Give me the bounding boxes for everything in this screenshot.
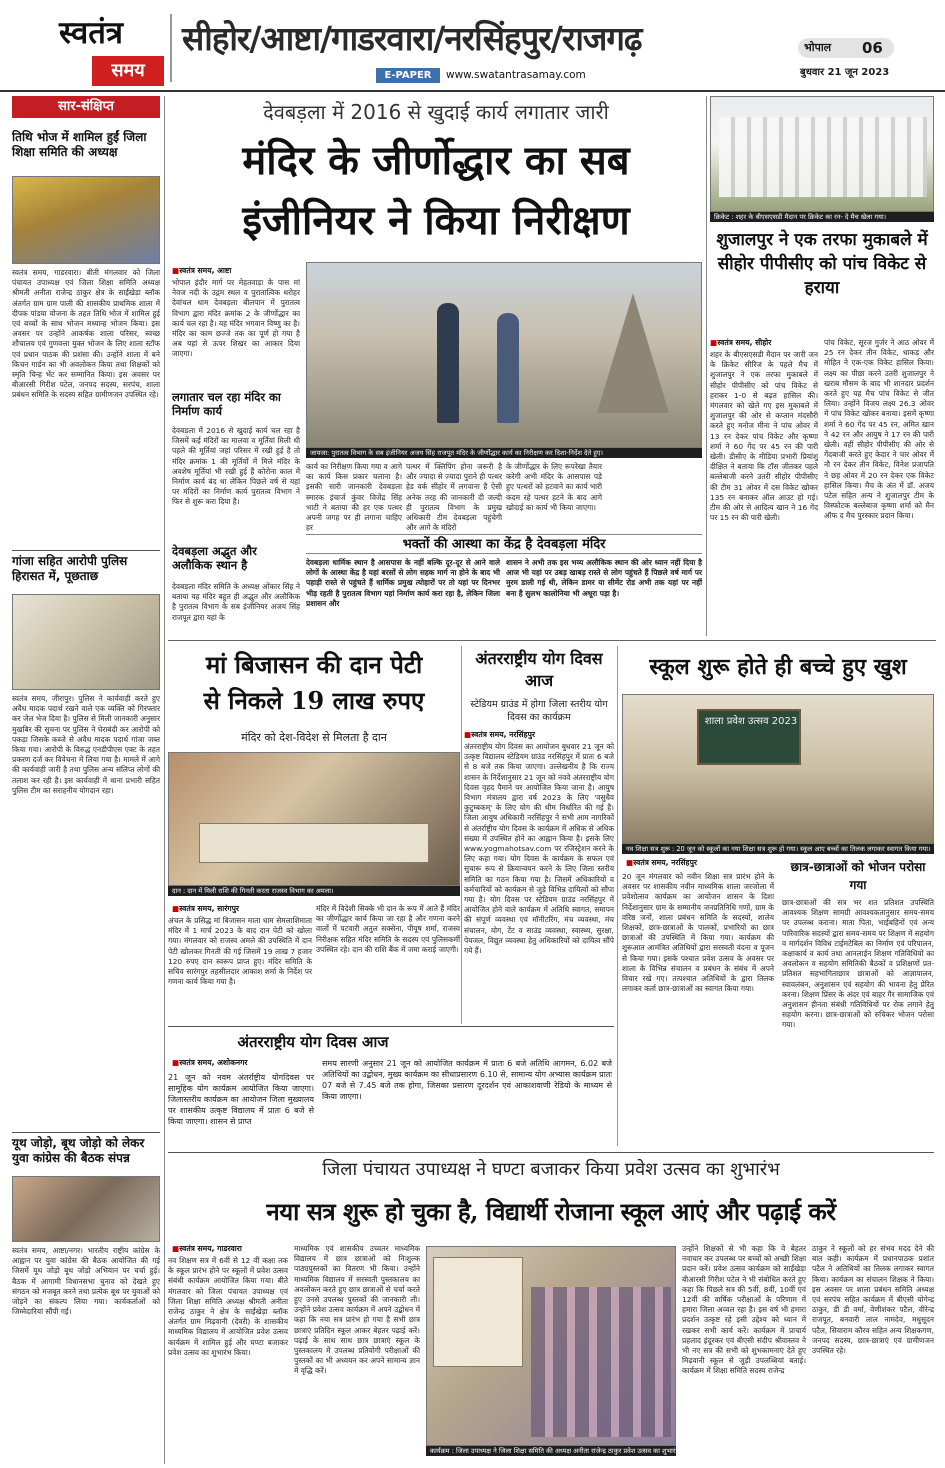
yoga-headline: अंतरराष्ट्रीय योग दिवस आज — [475, 649, 603, 690]
devotion-headline: भक्तों की आस्था का केंद्र है देवबड़ला मंदिर — [306, 534, 702, 554]
yoga-left-rule — [461, 646, 462, 1024]
cricket-byline: ■ स्वतंत्र समय, सीहोर — [710, 338, 818, 348]
sidebar-story1-photo — [12, 176, 160, 264]
sidebar-story3-headline: यूथ जोड़ो, बूथ जोड़ो को लेकर युवा कांग्रेस की बैठक संपन्न — [12, 1136, 145, 1165]
donation-subheadline: मंदिर को देश-विदेश से मिलता है दान — [241, 731, 387, 744]
sidebar-divider-1 — [12, 550, 160, 551]
main-story-body-col1b: देवबड़ला में 2016 से खुदाई कार्य चल रहा है जिसमें कई मंदिरों का मालवा व मूर्तियां मिली थी पहले की मूर्तियां जहां परिसर में रखी हुई है तो मंदिर क्रमांक 1 की मूर्तियों में मिले मंदिर के अवशेष मूर्तियां भी रखी हुई हैं कोरोना काल में निर्माण कार्य बंद था लेकिन पिछले वर्ष से यहां पर मंदिरों का निर्माण कार्य पुरातत्व विभाग ने फिर से शुरू करा दिया है। — [172, 426, 300, 507]
logo — [18, 10, 164, 86]
school-headline: स्कूल शुरू होते ही बच्चे हुए खुश — [649, 655, 907, 680]
school-board-text: शाला प्रवेश उत्सव 2023 — [704, 716, 798, 727]
cricket-body-right: पांच विकेट, सूरज गुर्जर ने आठ ओवर में 25 रन देकर तीन विकेट, धाकड़ और मोहित ने एक-एक विकेट हासिल किया। लक्ष्य का पीछा करने उतरी शुजालपुर ने खराब मौसम के बाद भी शानदार प्रदर्शन करते हुए यह मैच पांच विकेट से जीत लिया। उन्होंने विजय लक्ष्य 26.3 ओवर में पांच विकेट खोकर बनाया। इसमें कृष्णा शर्मा ने 60 गेंद पर 45 रन, अमित खान ने 42 रन और आयुष ने 17 रन की पारी खेली। वहीं सीहोर पीपीसीए की ओर से गेंदबाजी करते हुए केदार ने चार ओवर में नौ रन देकर तीन विकेट, विनेश प्रजापति ने छह ओवर में 20 रन देकर एक विकेट हासिल किया। मैच के अंत में डॉ. अजय पटेल सहित अन्य ने शुजालपुर टीम के विस्फोटक बल्लेबाज कृष्णा शर्मा को मैन ऑफ द मैच पुरस्कार प्रदान किया। — [824, 338, 934, 521]
donation-photo-caption: दान : दान में मिली राशि की गिनती करता राजस्व विभाग का अमला। — [168, 886, 460, 896]
logo-top-text: स्वतंत्र — [58, 15, 124, 51]
main-story-body-col2: कार्य का निरीक्षण किया गया व आगे का कार्य किस प्रकार चलाना है। इसकी सारी जानकारी देवबड़ला स्मारक इंचार्ज कुंवर विजेंद्र सिंह भाटी ने बताया की हर एक पत्थर अपनी जगह पर ही लगाना चाहिए हर — [306, 462, 402, 533]
main-story-photo — [306, 262, 702, 448]
cricket-team-row — [719, 117, 927, 197]
page-badge — [798, 38, 894, 58]
bottom-story — [168, 1152, 934, 1464]
bottom-photo — [426, 1246, 676, 1446]
main-story-body-col3: पत्थर में क्लिपिंग होना जरूरी है और ज्यादा से ज्यादा पुराने ही पत्थर हेड वर्क सीहोर में लगवाना है ऐसी अनेक तरह की जानकारी दी जल्दी ही पुरातत्व विभाग के प्रमुख अधिकारी टीम देवबड़ला पहुंचेगी और आगे के मंदिरों — [406, 462, 502, 533]
main-story-body-col4: के जीर्णोद्धार के लिए रूपरेखा तैयार करेगी अभी मंदिर के आसपास पड़े हुए पत्थरों को हटवाने का कार्य भारी कदम रहे पत्थर हटने के बाद आगे खोदाई का कार्य भी किया जाएगा। — [506, 462, 602, 512]
cricket-photo-caption: क्रिकेट : शहर के बीएसएसडी मैदान पर क्रिकेट का रन- दे मैच खेला गया। — [710, 212, 934, 222]
yoga-story-2 — [168, 1026, 614, 1150]
counting-table — [199, 823, 429, 863]
sidebar — [12, 96, 160, 1464]
person-figure-1 — [437, 303, 459, 423]
main-story-body-col1c: देवबड़ला मंदिर समिति के अध्यक्ष ओंकार सिंह ने बताया यह मंदिर बहुत ही अद्भुत और अलौकिक है पुरातत्व विभाग के सब इंजीनियर अजय सिंह राजपूत द्वारा यहां के — [172, 582, 300, 622]
bottom-body-col4: ठाकुर ने स्कूलों को हर संभव मदद देने की बात कही। कार्यक्रम में प्रधानपाठक प्रशांत पटैल ने अतिथियों का तिलक लगाकर स्वागत किया। कार्यक्रम का संचालन शिक्षक ने किया। इस अवसर पर शाला प्रबंधन समिति अध्यक्ष एवं सरपंच सहित कार्यक्रम में बीएसी योगेन्द्र ठाकुर, डी डी वर्मा, वेणीशंकर पटैल, वीरेन्द्र राजपूत, बनवारी लाल नामदेव, मधुसूदन पटैल, सियाराम कौरव सहित अन्य शिक्षकगण, जनपद सदस्य, छात्र-छात्राएं एवं ग्रामीणजन उपस्थित रहे। — [812, 1244, 934, 1356]
bottom-body-col3: उन्होंने शिक्षकों से भी कहा कि वे बेहतर नवाचार कर उपलब्ध पर बच्चों को अच्छी शिक्षा प्रदान करें। प्रवेश उत्सव कार्यक्रम को साईंखेड़ा बीआरसी गिरीश पटेल ने भी संबोधित करते हुए कहा कि पिछले सत्र की 5वीं, 8वीं, 10वीं एवं 12वीं की वार्षिक परीक्षाओं के परिणाम में हमारा जिला अव्वल रहा है। इस वर्ष भी हमारा प्रदर्शन उत्कृष्ट रहे इसी उद्देश्य को ध्यान में रखकर सभी कार्य करें। कार्यक्रम में प्राचार्य प्रहलाद इंदूरकर एवं बीएसी संदीप श्रीवास्तव ने भी नए सत्र की सभी को शुभकामनाएं देते हुए मिढ़वानी स्कूल से जुड़ी उपलब्धियां बताई। कार्यक्रम में शिक्षा समिति सदस्य राजेन्द्र — [682, 1244, 806, 1376]
yoga-right-rule — [617, 646, 618, 1146]
sidebar-section-title: सार-संक्षिप्त — [12, 96, 160, 118]
main-story-subhead-1: लगातार चल रहा मंदिर का निर्माण कार्य — [172, 390, 281, 418]
bottom-body-col1: नव शिक्षण सत्र में 6वीं से 12 वीं कक्षा तक के स्कूल प्रारंभ होने पर स्कूलों में प्रवेश उत्सव संबंधी कार्यक्रम आयोजित किया गया। बीते मंगलवार को जिला पंचायत उपाध्यक्ष एवं जिला शिक्षा समिति अध्यक्ष श्रीमती अनीता राजेन्द्र ठाकुर ने क्षेत्र के साईंखेड़ा ब्लॉक अंतर्गत ग्राम मिढ़वानी (देवरी) के शासकीय माध्यमिक विद्यालय में आयोजित प्रवेश उत्सव कार्यक्रम में शामिल हुई और घण्टा बजाकर प्रवेश उत्सव का शुभारंभ किया। — [168, 1256, 288, 1357]
donation-body-left: अंचल के प्रसिद्ध मां बिजासन माता धाम सेमलाशिमाता मंदिर में 1 मार्च 2023 के बाद दान पेटी को खोला गया। मंगलवार को राजस्व अमले की उपस्थिति में दान पेटी खोलकर गिनती की गई जिसमें 19 लाख 7 हजार 120 रुपए दान स्वरूप प्राप्त हुए। मंदिर समिति के सचिव सारंगपुर तहसीलदार आकाश शर्मा के निर्देश पर गणना कार्य किया गया है। — [168, 916, 312, 987]
cricket-headline: शुजालपुर ने एक तरफा मुकाबले में सीहोर पीपीसीए को पांच विकेट से हराया — [716, 230, 928, 298]
bottom-body-col2: माध्यमिक एवं शासकीय उच्चतर माध्यमिक विद्यालय में छात्र छात्राओं को निःशुल्क पाठ्यपुस्तकों का वितरण भी किया। उन्होंने माध्यमिक विद्यालय में सरस्वती पुस्तकालय का अवलोकन करते हुए छात्र छात्राओं से चर्चा करते हुए उनसे उपलब्ध पुस्तकों की जानकारी ली। उन्होंने प्रवेश उत्सव कार्यक्रम में अपने उद्बोधन में कहा कि नया सत्र प्रारंभ हो गया है सभी छात्र छात्राएं प्रतिदिन स्कूल आकर बेहतर पढ़ाई करें। पढ़ाई के साथ साथ छात्र छात्राएं स्कूल के पुस्तकालय में उपलब्ध प्रतियोगी परीक्षाओं की पुस्तकों का भी अध्ययन कर अपने सामान्य ज्ञान में वृद्धि करें। — [294, 1244, 420, 1376]
sidebar-story2-headline: गांजा सहित आरोपी पुलिस हिरासत में, पूछताछ — [12, 554, 128, 583]
school-board — [697, 709, 801, 765]
sidebar-column-rule — [164, 96, 165, 1464]
donation-headline-2: से निकले 19 लाख रुपए — [203, 686, 425, 715]
main-story-subhead-2: देवबड़ला अद्भुत और अलौकिक स्थान है — [172, 544, 257, 572]
school-photo — [622, 694, 934, 844]
school-photo-caption: नव शिक्षा सत्र शुरू : 20 जून को स्कूलों का नया शिक्षा सत्र शुरू हो गया। स्कूल आए बच्चों का तिलक लगाकर स्वागत किया गया। — [622, 844, 934, 854]
cricket-story — [710, 94, 934, 636]
page-number: 06 — [862, 39, 883, 57]
donation-byline: ■ स्वतंत्र समय, सारंगपुर — [172, 904, 312, 914]
cricket-photo — [710, 96, 934, 212]
edition-title: सीहोर/आष्टा/गाडरवारा/नरसिंहपुर/राजगढ़ — [182, 19, 642, 58]
bottom-top-rule — [168, 1152, 934, 1153]
person-figure-2 — [497, 313, 519, 423]
donation-story — [168, 644, 460, 1024]
page-city: भोपाल — [804, 41, 832, 54]
school-byline: ■ स्वतंत्र समय, नरसिंहपुर — [626, 858, 776, 868]
main-story-kicker: देवबड़ला में 2016 से खुदाई कार्य लगातार जारी — [263, 100, 609, 124]
yoga2-headline: अंतरराष्ट्रीय योग दिवस आज — [237, 1033, 389, 1051]
sidebar-story1-headline: तिथि भोज में शामिल हुईं जिला शिक्षा समिति की अध्यक्ष — [12, 130, 147, 159]
school-story — [622, 644, 934, 1150]
bottom-headline: नया सत्र शुरू हो चुका है, विद्यार्थी रोजाना स्कूल आएं और पढ़ाई करें — [266, 1197, 836, 1226]
school-body: 20 जून मंगलवार को नवीन शिक्षा सत्र प्रारंभ होने के अवसर पर शासकीय नवीन माध्यमिक शाला जरजोला में प्रवेशोत्सव कार्यक्रम का आयोजन शासन के दिशा निर्देशानुसार ग्राम के सम्मानीय जनप्रतिनिधि गणों, ग्राम के वरिष्ठ जनों, शाला प्रबंधन समिति के सदस्यों, शालेय शिक्षकों, छात्र-छात्राओं के पालकों, प्रभारियों का छात्र छात्राओं की उपस्थिति में किया गया। कार्यक्रम की शुरूआत आमंत्रित अतिथियों द्वारा सरस्वती वंदना व पूजन से किया गया। इसके पश्चात प्रवेश उत्सव के अवसर पर शाला के विभिन्न संचालन व प्रबंधन के संबंध में अपने विचार रखे गए। तत्पश्चात अतिथियों के द्वारा तिलक लगाकर कर्ता छात्र-छात्राओं का स्वागत किया गया। — [622, 872, 774, 994]
sidebar-story2-body: स्वतंत्र समय, जीरापुर। पुलिस ने कार्यवाही करते हुए अवैध मादक पदार्थ रखने वाले एक व्यक्ति को गिरफ्तार कर जेल भेज दिया है। पुलिस से मिली जानकारी अनुसार मुखबिर की सूचना पर पुलिस ने घेराबंदी कर आरोपी को पकड़ा जिसके कब्जे से अवैध मादक पदार्थ गांजा जब्त किया गया। आरोपी के विरुद्ध एनडीपीएस एक्ट के तहत प्रकरण दर्ज कर विवेचना में लिया गया है। मामले में आगे की कार्यवाही जारी है तथा पुलिस अन्य संलिप्त लोगों की तलाश कर रही है। इस कार्यवाही में थाना प्रभारी सहित पुलिस टीम का सराहनीय योगदान रहा। — [12, 694, 160, 795]
sidebar-story3-body: स्वतंत्र समय, आष्टा/नगर। भारतीय राष्ट्रीय कांग्रेस के आह्वान पर युवा कांग्रेस की बैठक आयोजित की गई जिसमें यूथ जोड़ो बूथ जोड़ो अभियान पर चर्चा हुई। बैठक में आगामी विधानसभा चुनाव को देखते हुए संगठन को मजबूत करने तथा प्रत्येक बूथ पर युवाओं को जोड़ने का संकल्प लिया गया। कार्यकर्ताओं को जिम्मेदारियां सौंपी गईं। — [12, 1246, 160, 1317]
bottom-photo-banner — [433, 1257, 523, 1367]
donation-photo — [168, 752, 460, 886]
school-subheadline: छात्र-छात्राओं को भोजन परोसा गया — [790, 860, 926, 892]
yoga-subheadline: स्टेडियम ग्राउंड में होगा जिला स्तरीय योग दिवस का कार्यक्रम — [470, 699, 608, 723]
sidebar-story1-body: स्वतंत्र समय, गाडरवारा। बीती मंगलवार को जिला पंचायत उपाध्यक्ष एवं जिला शिक्षा समिति अध्यक्ष श्रीमती अनीता राजेन्द्र ठाकुर क्षेत्र के साईंखेड़ा ब्लॉक अंतर्गत ग्राम ग्राम पाली की शासकीय प्राथमिक शाला में दीपक पांडया योजना के तहत तिथि भोज में शामिल हुई एवं बच्चों के साथ भोजन मध्यान्ह भोजन किया। इस अवसर पर उन्होंने आकर्षक शाला परिसर, स्वच्छ शौचालय एवं गुणवत्ता युक्त भोजन के लिए शाला स्टॉफ एवं प्रधान पाठक की प्रशंसा की। उन्होंने शाला में बने किचन गार्डन का भी अवलोकन किया तथा शिक्षकों को स्मृति चिन्ह भेंट कर सम्मानित किया। इस अवसर पर बीआरसी गिरीश पटेल, जनपद सदस्य, सरपंच, शाला प्रबंधन समिति के सदस्य सहित ग्रामीणजन उपस्थित रहे। — [12, 268, 160, 400]
temple-shape — [597, 293, 669, 413]
yoga-byline: ■ स्वतंत्र समय, नरसिंहपुर — [464, 730, 614, 740]
devotion-body-left: देवबड़ला धार्मिक स्थान है आसपास के नहीं बल्कि दूर-दूर से आने वाले लोगों के आस्था केंद्र है यहां बरसों से लोग सहक मार्ग ना होने के बाद भी पहाड़ी रास्ते से पहुंचते हैं धार्मिक प्रमुख त्योहारों पर तो यहां पर दिनभर भीड़ रहती है पुरातत्व विभाग यहां निर्माण कार्य करा रहा है, लेकिन जिला प्रशासन और — [306, 558, 500, 608]
yoga2-byline: ■ स्वतंत्र समय, अशोकनगर — [172, 1058, 312, 1068]
donation-body-right: मंदिर में विदेशी सिक्के भी दान के रूप में आते हैं मंदिर का जीर्णोद्धार कार्य किया जा रहा है और गणना करने वालों में पटवारी अतुल सक्सेना, पीयूष शर्मा, राजस्व निरीक्षक सहित मंदिर समिति के सदस्य एवं पुलिसकर्मी उपस्थित रहे। दान की राशि बैंक में जमा कराई जाएगी। — [316, 904, 460, 954]
mid-rule — [168, 640, 936, 641]
main-story-headline-2: इंजीनियर ने किया निरीक्षण — [242, 197, 630, 244]
main-story-body-col1: भोपाल इंदौर मार्ग पर मेहतवाड़ा के पास मां नेवज नदी के उद्गम स्थल व पुरातात्विक धरोहर देवांचल धाम देवबड़ला बीलपान में पुरातत्व विभाग द्वारा मंदिर क्रमांक 2 के जीर्णोद्धार का कार्य चल रहा है। यह मंदिर भगवान विष्णु का है। मंदिर का काम छज्जे तक का पूर्ण हो गया है अब यहां से ऊपर शिखर का आकार दिया जाएगा। — [172, 278, 300, 359]
devotion-body-right: शासन ने अभी तक इस भव्य अलौकिक स्थान की ओर ध्यान नहीं दिया है आज भी यहां पर उबड़ खाबड़ रास्ते से लोग पहुंचते हैं पिछले वर्ष मार्ग पर मुरम डाली गई थी, लेकिन डामर या सीमेंट रोड अभी तक यहां पर नहीं बना है सुलभ कालोनिया भी अधूरा पड़ा है। — [506, 558, 702, 598]
website-link[interactable]: www.swatantrasamay.com — [446, 69, 586, 81]
yoga2-body-right: समय सारणी अनुसार 21 जून को आयोजित कार्यक्रम में प्रातः 6 बजे अतिथि आगमन, 6.02 बजे अतिथियों का उद्बोधन, मुख्य कार्यक्रम का सीधाप्रसारण 6.10 से, सामान्य योग अभ्यास कार्यक्रम प्रातः 07 बजे से 7.45 बजे तक होगा, जिसका प्रसारण दूरदर्शन एवं आकाशवाणी रेडियो के माध्यम से किया जाएगा। — [322, 1059, 612, 1101]
sidebar-divider-2 — [12, 1132, 160, 1133]
masthead — [0, 0, 945, 92]
yoga2-body-left: 21 जून को नवम अंतर्राष्ट्रीय योगदिवस पर सामूहिक योग कार्यक्रम आयोजित किया जाएगा। जिलास्तरीय कार्यक्रम का आयोजन जिला मुख्यालय पर शासकीय उत्कृष्ट विद्यालय में प्रातः 6 बजे से किया जाएगा। शासन से प्राप्त — [168, 1073, 314, 1126]
bottom-kicker: जिला पंचायत उपाध्यक्ष ने घण्टा बजाकर किया प्रवेश उत्सव का शुभारंभ — [322, 1159, 780, 1180]
sidebar-story2-photo — [12, 594, 160, 690]
donation-headline-1: मां बिजासन की दान पेटी — [205, 650, 423, 679]
main-story-headline-1: मंदिर के जीर्णोद्धार का सब — [242, 137, 630, 184]
masthead-rule — [0, 90, 945, 92]
main-story-photo-caption: जायजा: पुरातत्व विभाग के सब इंजीनियर अजय सिंह राजपूत मंदिर के जीर्णोद्धार कार्य का निरीक्षण कर दिशा-निर्देश देते हुए। — [306, 448, 702, 458]
logo-bottom-text: समय — [92, 56, 164, 86]
main-story-byline: ■ स्वतंत्र समय, आष्टा — [172, 266, 292, 276]
main-story — [168, 94, 704, 636]
page-date: बुधवार 21 जून 2023 — [800, 67, 890, 78]
cricket-body-left: शहर के बीएसएसडी मैदान पर जारी जन के क्रिकेट सीरिज के पहले मैच में शुजालपुर ने एक तरफा मुकाबले में सीहोर पीपीसीए को पांच विकेट से हराकर 1-0 से बढ़त हासिल की। मंगलवार को खेले गए इस मुकाबले में शुजालपुर की ओर से कप्तान मंदसौरी करते हुए मनोज मीना ने पांच ओवर में 13 रन देकर पांच विकेट और कृष्णा शर्मा ने 60 गेंद पर 45 रन की पारी खेली। डीसीए के मीडिया प्रभारी प्रियांशु दीक्षित ने बताया कि टॉस जीतकर पहले बल्लेबाजी करने उतरी सीहोर पीपीसीए की टीम 31 ओवर में दस विकेट खोकर 135 रन बनाकर ऑल आउट हो गई। टीम की ओर से आदित्य खान ने 16 गेंद पर 15 रन की पारी खेली। — [710, 350, 818, 523]
bottom-photo-group — [531, 1287, 671, 1437]
logo-divider — [170, 14, 172, 82]
bottom-byline: ■ स्वतंत्र समय, गाडरवारा — [172, 1244, 292, 1254]
yoga-body: अंतरराष्ट्रीय योग दिवस का आयोजन बुधवार 21 जून को उत्कृष्ट विद्यालय स्टेडियम ग्राउंड नरसिंहपुर में प्रातः 6 बजे से 8 बजे तक किया जाएगा। उल्लेखनीय है कि राज्य शासन के निर्देशानुसार 21 जून को नववे अंतरराष्ट्रीय योग दिवस वृहद पैमाने पर आयोजित किया जाना है। आयुष विभाग मंत्रालय द्वारा वर्ष 2023 के लिए 'वसुधैव कुटुम्बकम्' के लिए योग की थीम निर्धारित की गई है। जिला आयुष अधिकारी नरसिंहपुर ने सभी आम नागरिकों से अंतर्राष्ट्रीय योग दिवस के कार्यक्रम में अधिक से अधिक संख्या में उपस्थित होने का आह्वान किया है। इसके लिए www.yogmahotsav.com पर रजिस्ट्रेशन करने के लिए कहा गया। योग दिवस के कार्यक्रम के सफल एवं सुचारू रूप से क्रियान्वयन करने के लिए जिला स्तरीय समिति का गठन किया गया है। जिसमें अधिकारियों व कर्मचारियों को कार्यक्रम से जुड़े विभिन्न दायित्वों को सौंपा गया है। योग दिवस पर स्टेडियम ग्राउंड नरसिंहपुर में आयोजित होने वाले कार्यक्रम में अतिथि स्वागत, समापन की संपूर्ण व्यवस्था एवं मॉनीटरिंग, मंच व्यवस्था, मंच संचालन, योग, टेंट व साउंड व्यवस्था, स्वास्थ्य, सुरक्षा, पेयजल, विद्युत व्यवस्था हेतु अधिकारियों को दायित्व सौंपे गये हैं। — [464, 742, 614, 956]
yoga2-top-rule — [168, 1026, 614, 1027]
sidebar-story3-photo — [12, 1176, 160, 1242]
yoga-story — [464, 644, 614, 1024]
bottom-photo-caption: कार्यक्रम : जिला उपाध्यक्ष ने जिला शिक्षा समिति की अध्यक्ष अनीता राजेन्द्र ठाकुर प्रवेश उत्सव का शुभारंभ करते हुए। — [426, 1446, 676, 1456]
main-right-rule — [706, 96, 707, 636]
epaper-label: E-PAPER — [376, 68, 440, 83]
school-body-right: छात्र-छात्राओं की सत्र भर शत प्रतिशत उपस्थिति आवश्यक शिक्षण सामग्री आवश्यकतानुसार समय-समय पर उपलब्ध कराना। माता पिता, भाईबहिनों एवं अन्य पारिवारिक सदस्यों द्वारा समय-समय पर शिक्षण में सहयोग व मार्गदर्शन विविध टाईमटेबिल का निर्माण एवं परिपालन, कक्षाकार्य व कार्य तथा आनलाईन शिक्षण गतिविधियों का अवलोकन व सहयोग समितिकी बैठकों व प्रशिक्षणों प्रत-प्रतिशत सहभागिताछात्र छात्राओं को आज्ञापालन, स्वावलंबन, अनुशासन एवं सहयोग की भावना हेतु प्रेरित करना। शिक्षण प्रिंसर के अंदर एवं बाहर गैर सामाजिक एवं अनुशासन हीनता संबंधी गतिविधियों पर रोक लगाने हेतु सहयोग करना। छात्र-छात्राओं को रुचिकर भोजन परोसा गया। — [782, 898, 934, 1030]
